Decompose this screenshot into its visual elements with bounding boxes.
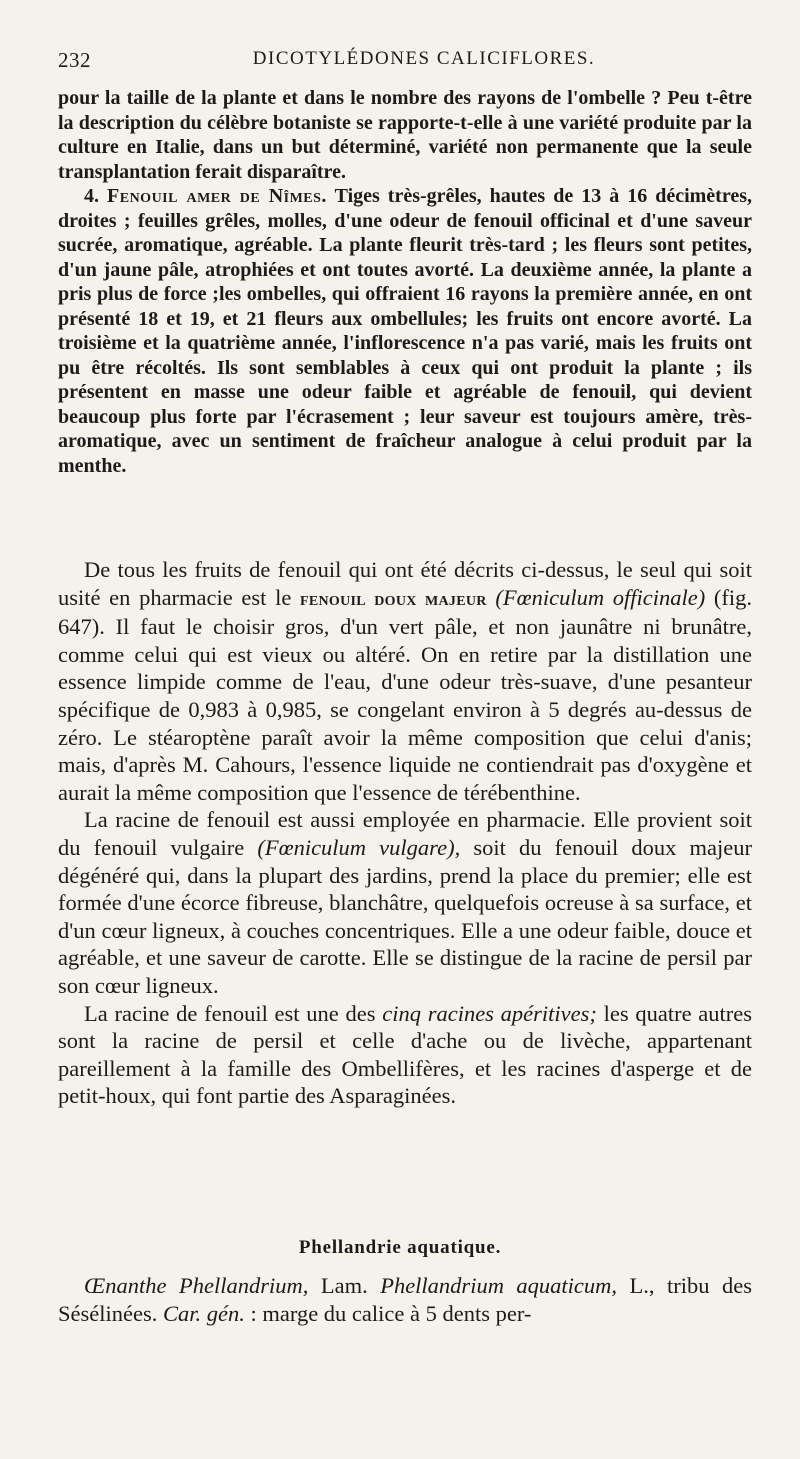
latin-name: Phellandrium aquaticum, [380, 1273, 618, 1298]
latin-name: (Fœniculum vulgare), [257, 834, 461, 860]
section-title: Phellandrie aquatique. [298, 1237, 502, 1258]
bold-species-name: fenouil doux majeur [300, 587, 487, 610]
variety-heading: Fenouil amer de Nîmes. [107, 185, 327, 207]
running-title: DICOTYLÉDONES CALICIFLORES. [252, 48, 596, 69]
item-number: 4. [84, 185, 99, 207]
paragraph-fenouil-amer [58, 184, 752, 478]
oenanthe-block [58, 1272, 752, 1327]
text-run: : marge du calice à 5 dents per- [250, 1300, 532, 1326]
text-run: La racine de fenouil est une des [84, 1000, 376, 1026]
author-abbrev: L., [629, 1273, 655, 1298]
text-run: soit du fenouil doux majeur dégénéré qui, dans la plupart des jardins, prend la place du premier; elle est formée d'une écorce fibreuse, blanchâtre, quelquefois ocreuse à sa surface, et d'un cœur ligneux, à couches concentriques. Elle a une odeur faible, douce et agréable, et une saveur de carotte. Elle se distingue de la racine de persil par son cœur ligneux. [58, 834, 753, 998]
main-text-block [58, 556, 752, 1110]
small-print-block [58, 86, 752, 478]
text-run: Il faut le choisir gros, d'un vert pâle, et non jaunâtre ni brunâtre, comme celui qui est vieux ou altéré. On en retire par la distillation une essence limpide comme de l'eau, d'une odeur très-suave, d'une pesanteur spécifique de 0,983 à 0,985, se congelant environ à 5 degrés au-dessus de zéro. Le stéaroptène paraît avoir la même composition que celui d'anis; mais, d'après M. Cahours, l'essence liquide ne contiendrait pas d'oxygène et aurait la même composition que l'essence de térébenthine. [58, 614, 752, 805]
paragraph-oenanthe [58, 1272, 752, 1327]
page-number: 232 [58, 48, 91, 72]
text-run: les quatre autres sont la racine de persil et celle d'ache ou de livèche, appartenant pareillement à la famille des Ombellifères, et les racines d'asperge et de petit-houx, qui font partie des Asparaginées. [58, 1000, 753, 1109]
author-abbrev: Lam. [320, 1273, 368, 1298]
paragraph-cinq-racines [58, 1000, 752, 1110]
page-header [58, 48, 750, 78]
paragraph-fruits [58, 556, 752, 806]
italic-term: Car. gén. [162, 1300, 245, 1326]
tribe-label: tribu des Sésélinées. [58, 1273, 753, 1326]
latin-name: Œnanthe Phellandrium, [84, 1273, 309, 1298]
figure-reference: (fig. 647). [58, 584, 753, 640]
paragraph-intro: pour la taille de la plante et dans le nombre des rayons de l'ombelle ? Peu t-être la description du célèbre botaniste se rapporte-t-elle à une variété produite par la culture en Italie, dans un but déterminé, variété non permanente que la seule transplantation ferait disparaître. [58, 87, 752, 183]
text-run: La racine de fenouil est aussi employée en pharmacie. Elle provient soit du fenouil vulgaire [58, 807, 752, 860]
latin-name: (Fœniculum officinale) [495, 584, 706, 610]
paragraph-racine [58, 806, 752, 999]
text-run: De tous les fruits de fenouil qui ont été décrits ci-dessus, le seul qui soit usité en pharmacie est le [58, 557, 752, 610]
variety-description: Tiges très-grêles, hautes de 13 à 16 décimètres, droites ; feuilles grêles, molles, d'une odeur de fenouil officinal et d'une saveur sucrée, aromatique, agréable. La plante fleurit très-tard ; les fleurs sont petites, d'un jaune pâle, atrophiées et ont toutes avorté. La deuxième année, la plante a pris plus de force ;les ombelles, qui offraient 16 rayons la première année, en ont présenté 18 et 19, et 21 fleurs aux ombellules; les fruits ont encore avorté. La troisième et la quatrième année, l'inflorescence n'a pas varié, mais les fruits ont pu être récoltés. Ils sont semblables à ceux qui ont produit la plante ; ils présentent en masse une odeur faible et agréable de fenouil, qui devient beaucoup plus forte par l'écrasement ; leur saveur est toujours amère, très-aromatique, avec un sentiment de fraîcheur analogue à celui produit par la menthe. [58, 185, 753, 477]
italic-term: cinq racines apéritives; [382, 1000, 597, 1026]
